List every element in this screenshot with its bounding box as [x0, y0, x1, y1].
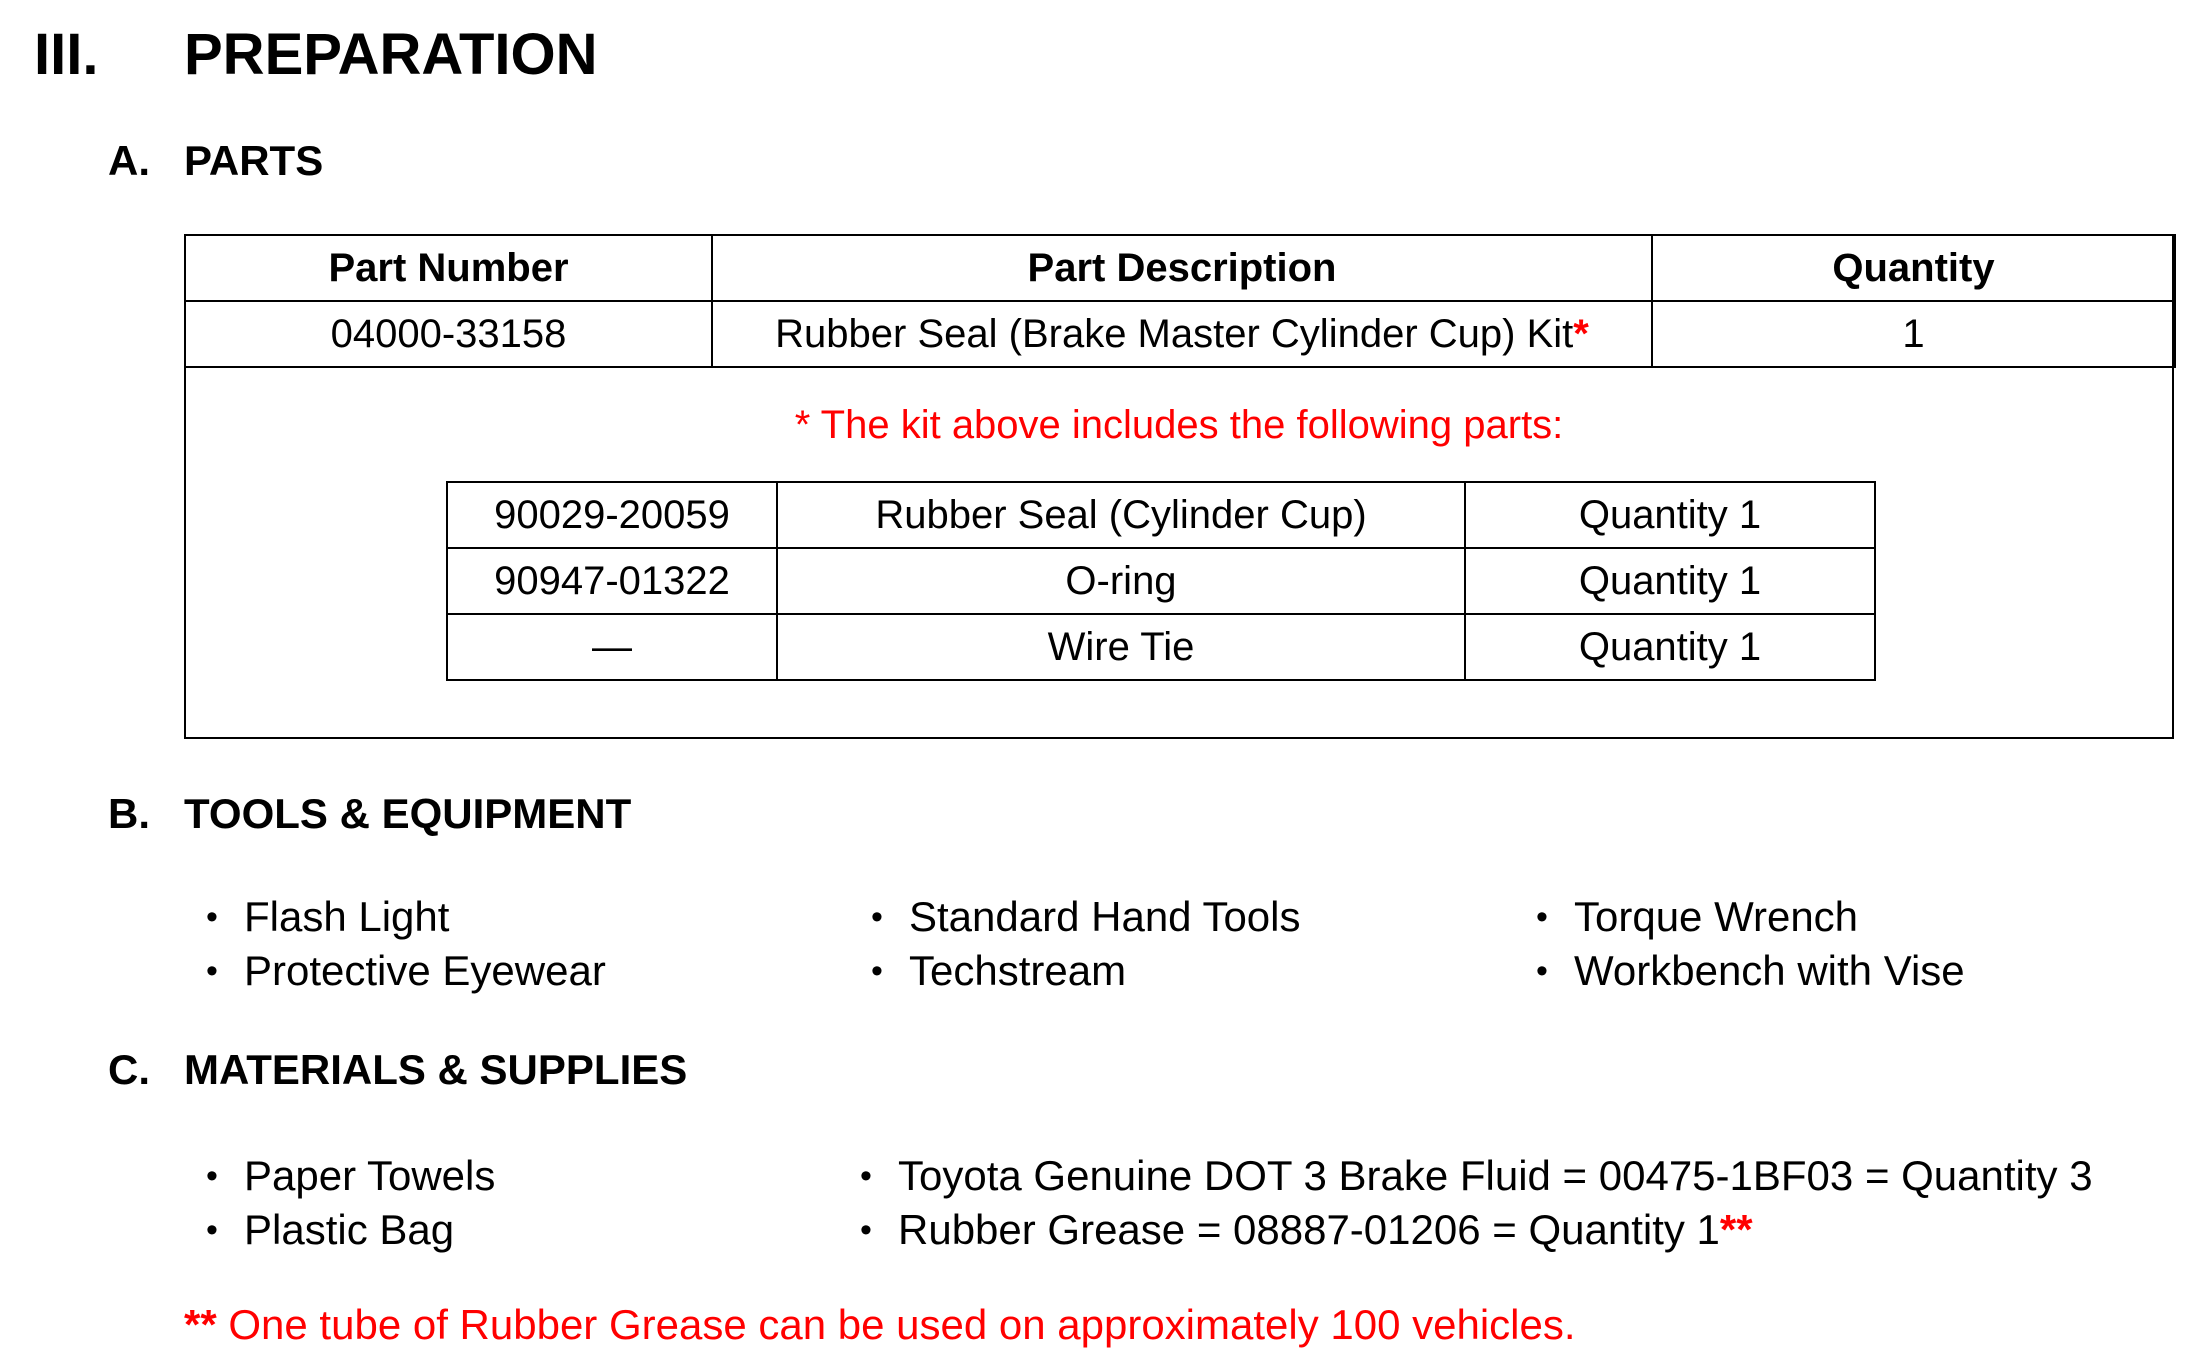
- list-item: • Techstream: [871, 944, 1301, 998]
- table-row: [447, 482, 1875, 548]
- section-c-letter: C.: [108, 1046, 150, 1093]
- column-header-part-description: Part Description: [712, 235, 1652, 301]
- kit-part-quantity: Quantity 1: [1465, 548, 1875, 614]
- kit-part-quantity: Quantity 1: [1465, 614, 1875, 680]
- kit-part-number: 90947-01322: [447, 548, 777, 614]
- materials-list-col1: [206, 1149, 495, 1257]
- column-header-part-number: Part Number: [185, 235, 712, 301]
- part-description-cell: [712, 301, 1652, 367]
- page-title: PREPARATION: [184, 22, 598, 87]
- double-asterisk-mark: **: [1719, 1206, 1753, 1253]
- list-item: [860, 1149, 2093, 1203]
- quantity-cell: 1: [1652, 301, 2175, 367]
- kit-part-description: O-ring: [777, 548, 1465, 614]
- list-item: • Protective Eyewear: [206, 944, 606, 998]
- asterisk-mark: *: [1573, 311, 1589, 356]
- material-text: Rubber Grease = 08887-01206 = Quantity 1: [898, 1206, 1720, 1253]
- kit-contents-table: [446, 481, 1876, 681]
- list-item: • Flash Light: [206, 890, 606, 944]
- parts-table: [184, 234, 2176, 368]
- list-item: • Workbench with Vise: [1536, 944, 1965, 998]
- kit-part-number: —: [447, 614, 777, 680]
- material-text: Toyota Genuine DOT 3 Brake Fluid = 00475-1BF03 = Quantity 3: [898, 1152, 2093, 1199]
- kit-part-quantity: Quantity 1: [1465, 482, 1875, 548]
- table-row: [185, 301, 2175, 367]
- section-c-title: MATERIALS & SUPPLIES: [184, 1046, 688, 1093]
- list-item: • Standard Hand Tools: [871, 890, 1301, 944]
- footnote-text: One tube of Rubber Grease can be used on approximately 100 vehicles.: [216, 1301, 1576, 1348]
- section-b-letter: B.: [108, 790, 150, 837]
- section-b-title: TOOLS & EQUIPMENT: [184, 790, 632, 837]
- part-number-cell: 04000-33158: [185, 301, 712, 367]
- list-item: • Plastic Bag: [206, 1203, 495, 1257]
- kit-part-description: Wire Tie: [777, 614, 1465, 680]
- part-description-text: Rubber Seal (Brake Master Cylinder Cup) Kit: [775, 311, 1574, 356]
- section-a-title: PARTS: [184, 137, 324, 184]
- kit-part-number: 90029-20059: [447, 482, 777, 548]
- list-item: • Torque Wrench: [1536, 890, 1965, 944]
- materials-list-col2: [860, 1149, 2093, 1257]
- tools-list-col1: [206, 890, 606, 998]
- table-row: [447, 548, 1875, 614]
- kit-note: * The kit above includes the following parts:: [794, 403, 1564, 447]
- table-row: [447, 614, 1875, 680]
- tools-list-col2: [871, 890, 1301, 998]
- tools-list-col3: [1536, 890, 1965, 998]
- kit-part-description: Rubber Seal (Cylinder Cup): [777, 482, 1465, 548]
- column-header-quantity: Quantity: [1652, 235, 2175, 301]
- footnote-mark: **: [184, 1301, 217, 1348]
- list-item: [860, 1203, 2093, 1257]
- parts-table-header-row: [185, 235, 2175, 301]
- section-number: III.: [34, 22, 99, 87]
- section-a-letter: A.: [108, 137, 150, 184]
- list-item: • Paper Towels: [206, 1149, 495, 1203]
- footnote: [184, 1300, 1576, 1350]
